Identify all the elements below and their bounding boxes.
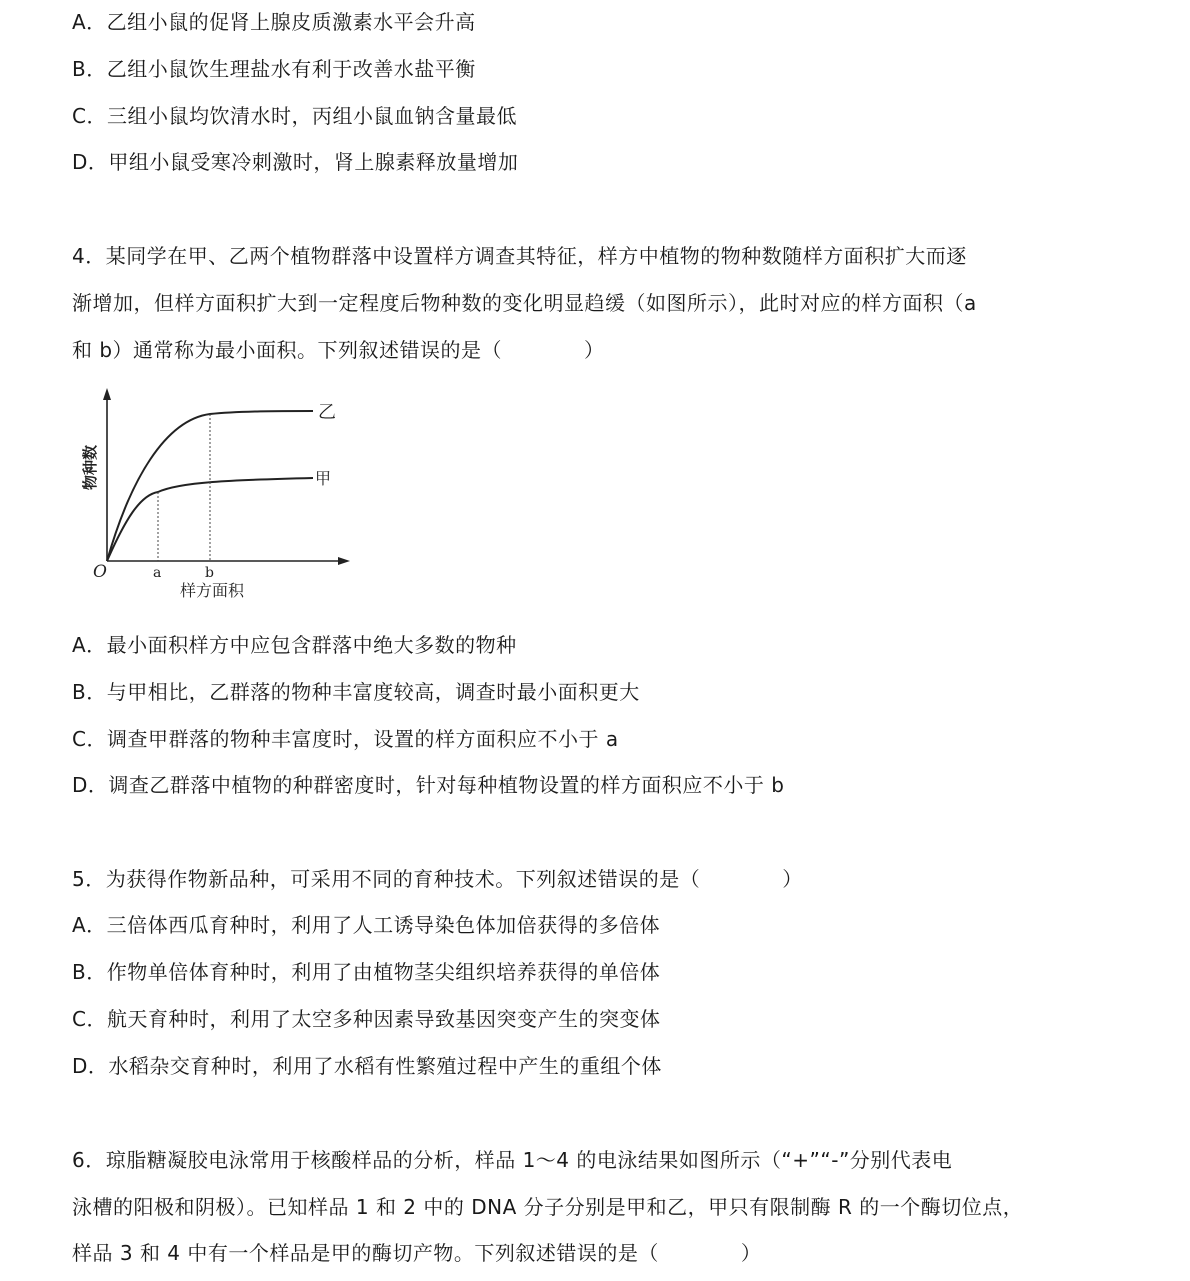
q6-stem-line-1: 6．琼脂糖凝胶电泳常用于核酸样品的分析，样品 1～4 的电泳结果如图所示（“+”“-”分别代表电 <box>72 1148 953 1172</box>
y-axis-label: 物种数 <box>81 444 99 490</box>
q3-option-b: B．乙组小鼠饮生理盐水有利于改善水盐平衡 <box>72 57 476 81</box>
q6-stem-line-2: 泳槽的阳极和阴极）。已知样品 1 和 2 中的 DNA 分子分别是甲和乙，甲只有限制酶 R 的一个酶切位点， <box>72 1195 1024 1219</box>
q5-stem: 5．为获得作物新品种，可采用不同的育种技术。下列叙述错误的是（ ） <box>72 867 803 891</box>
x-mark-a: a <box>153 565 162 581</box>
q4-stem-line-2: 渐增加，但样方面积扩大到一定程度后物种数的变化明显趋缓（如图所示），此时对应的样方面积（a <box>72 291 977 315</box>
q3-option-a: A．乙组小鼠的促肾上腺皮质激素水平会升高 <box>72 10 476 34</box>
q5-option-a: A．三倍体西瓜育种时，利用了人工诱导染色体加倍获得的多倍体 <box>72 913 661 937</box>
q5-option-c: C．航天育种时，利用了太空多种因素导致基因突变产生的突变体 <box>72 1007 661 1031</box>
x-axis-arrow-icon <box>338 557 350 565</box>
x-mark-b: b <box>205 565 214 581</box>
x-axis-label: 样方面积 <box>180 581 245 600</box>
q4-stem-line-1: 4．某同学在甲、乙两个植物群落中设置样方调查其特征，样方中植物的物种数随样方面积扩大而逐 <box>72 244 967 268</box>
curve-label-jia: 甲 <box>315 469 332 488</box>
origin-label: O <box>93 562 107 582</box>
q4-option-a: A．最小面积样方中应包含群落中绝大多数的物种 <box>72 633 517 657</box>
q5-option-d: D．水稻杂交育种时，利用了水稻有性繁殖过程中产生的重组个体 <box>72 1054 662 1078</box>
q4-species-area-figure <box>60 380 360 610</box>
q4-option-c: C．调查甲群落的物种丰富度时，设置的样方面积应不小于 a <box>72 727 619 751</box>
y-axis-arrow-icon <box>103 388 111 400</box>
q4-option-d: D．调查乙群落中植物的种群密度时，针对每种植物设置的样方面积应不小于 b <box>72 773 785 797</box>
q3-option-c: C．三组小鼠均饮清水时，丙组小鼠血钠含量最低 <box>72 104 517 128</box>
q4-option-b: B．与甲相比，乙群落的物种丰富度较高，调查时最小面积更大 <box>72 680 640 704</box>
q4-stem-line-3: 和 b）通常称为最小面积。下列叙述错误的是（ ） <box>72 338 605 362</box>
q3-option-d: D．甲组小鼠受寒冷刺激时，肾上腺素释放量增加 <box>72 150 519 174</box>
curve-label-yi: 乙 <box>318 402 336 423</box>
q5-option-b: B．作物单倍体育种时，利用了由植物茎尖组织培养获得的单倍体 <box>72 960 661 984</box>
q6-stem-line-3: 样品 3 和 4 中有一个样品是甲的酶切产物。下列叙述错误的是（ ） <box>72 1241 762 1265</box>
